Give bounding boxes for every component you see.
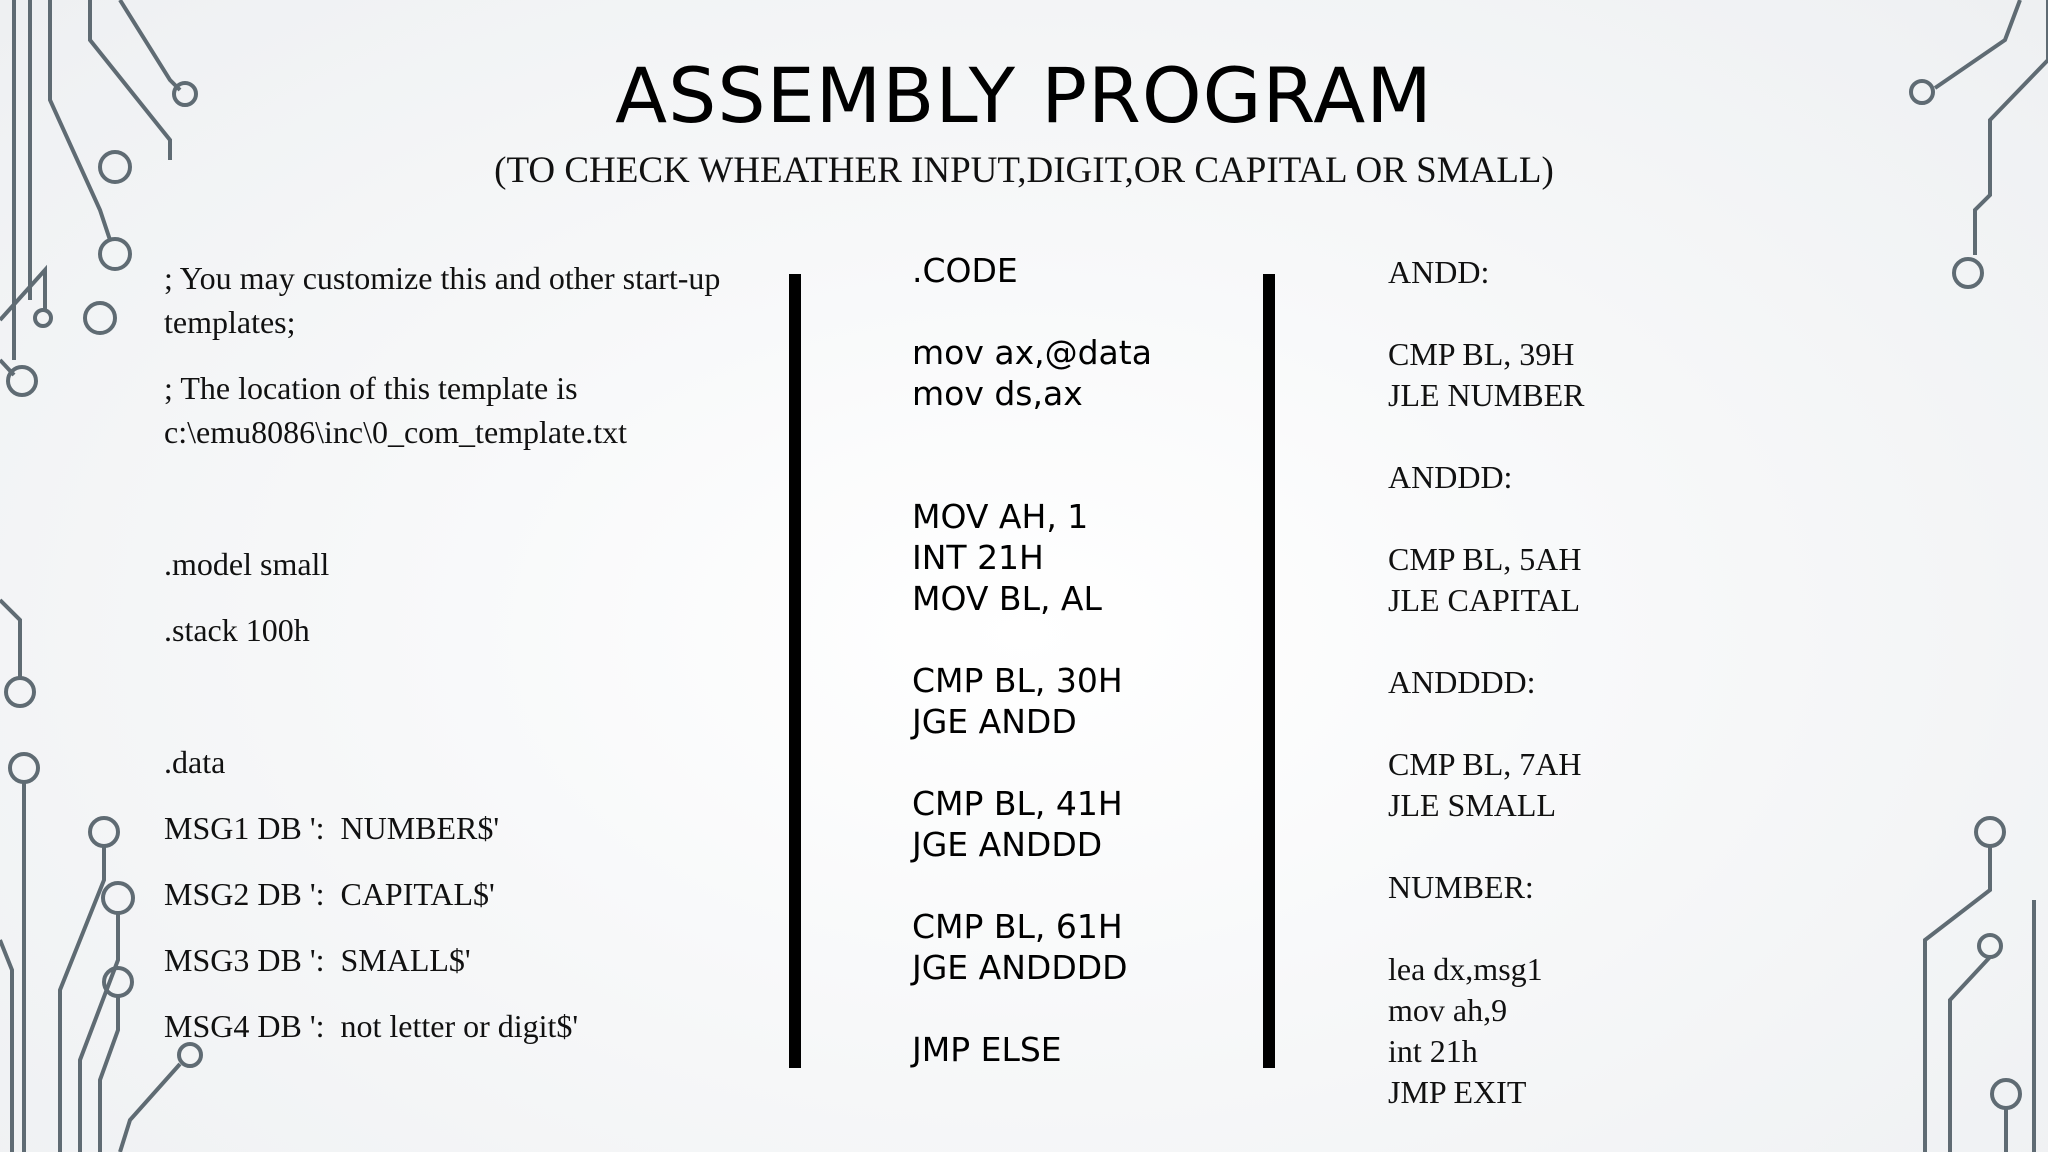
- jge-andd: JGE ANDD: [912, 702, 1077, 741]
- msg1-declaration: MSG1 DB ': NUMBER$': [164, 810, 500, 846]
- cmp-bl-30h: CMP BL, 30H: [912, 661, 1123, 700]
- int-21h-call: int 21h: [1388, 1033, 1478, 1069]
- msg2-declaration: MSG2 DB ': CAPITAL$': [164, 876, 495, 912]
- cmp-bl-7ah: CMP BL, 7AH: [1388, 746, 1582, 782]
- code-directive: .CODE: [912, 251, 1018, 290]
- lea-dx-msg1: lea dx,msg1: [1388, 951, 1543, 987]
- left-code-column: [164, 256, 784, 1048]
- label-andddd: ANDDDD:: [1388, 664, 1536, 700]
- right-code-column: [1388, 252, 1808, 1113]
- model-directive: .model small: [164, 546, 330, 582]
- data-directive: .data: [164, 744, 226, 780]
- mov-bl-al: MOV BL, AL: [912, 579, 1102, 618]
- label-anddd: ANDDD:: [1388, 459, 1513, 495]
- mov-ds-ax: mov ds,ax: [912, 374, 1083, 413]
- mov-ax-data: mov ax,@data: [912, 333, 1152, 372]
- cmp-bl-39h: CMP BL, 39H: [1388, 336, 1575, 372]
- msg4-declaration: MSG4 DB ': not letter or digit$': [164, 1008, 579, 1044]
- mov-ah-9: mov ah,9: [1388, 992, 1508, 1028]
- cmp-bl-61h: CMP BL, 61H: [912, 907, 1123, 946]
- jmp-else: JMP ELSE: [912, 1030, 1062, 1069]
- label-andd: ANDD:: [1388, 254, 1490, 290]
- slide-subtitle: (TO CHECK WHEATHER INPUT,DIGIT,OR CAPITAL OR SMALL): [494, 150, 1554, 191]
- jle-capital: JLE CAPITAL: [1388, 582, 1581, 618]
- mov-ah-1: MOV AH, 1: [912, 497, 1089, 536]
- template-path: c:\emu8086\inc\0_com_template.txt: [164, 414, 627, 450]
- int-21h: INT 21H: [912, 538, 1044, 577]
- jle-small: JLE SMALL: [1388, 787, 1556, 823]
- cmp-bl-41h: CMP BL, 41H: [912, 784, 1123, 823]
- column-divider-left: [789, 274, 801, 1068]
- cmp-bl-5ah: CMP BL, 5AH: [1388, 541, 1582, 577]
- comment-location-text: ; The location of this template is: [164, 370, 578, 406]
- jge-anddd: JGE ANDDD: [912, 825, 1103, 864]
- comment-location: [164, 366, 784, 454]
- stack-directive: .stack 100h: [164, 612, 310, 648]
- middle-code-column: [912, 250, 1242, 1070]
- comment-template: ; You may customize this and other start-up templates;: [164, 260, 721, 340]
- msg3-declaration: MSG3 DB ': SMALL$': [164, 942, 471, 978]
- label-number: NUMBER:: [1388, 869, 1534, 905]
- slide-title: ASSEMBLY PROGRAM: [615, 51, 1433, 140]
- jge-andddd: JGE ANDDDD: [912, 948, 1128, 987]
- column-divider-right: [1263, 274, 1275, 1068]
- jle-number: JLE NUMBER: [1388, 377, 1585, 413]
- jmp-exit: JMP EXIT: [1388, 1074, 1527, 1110]
